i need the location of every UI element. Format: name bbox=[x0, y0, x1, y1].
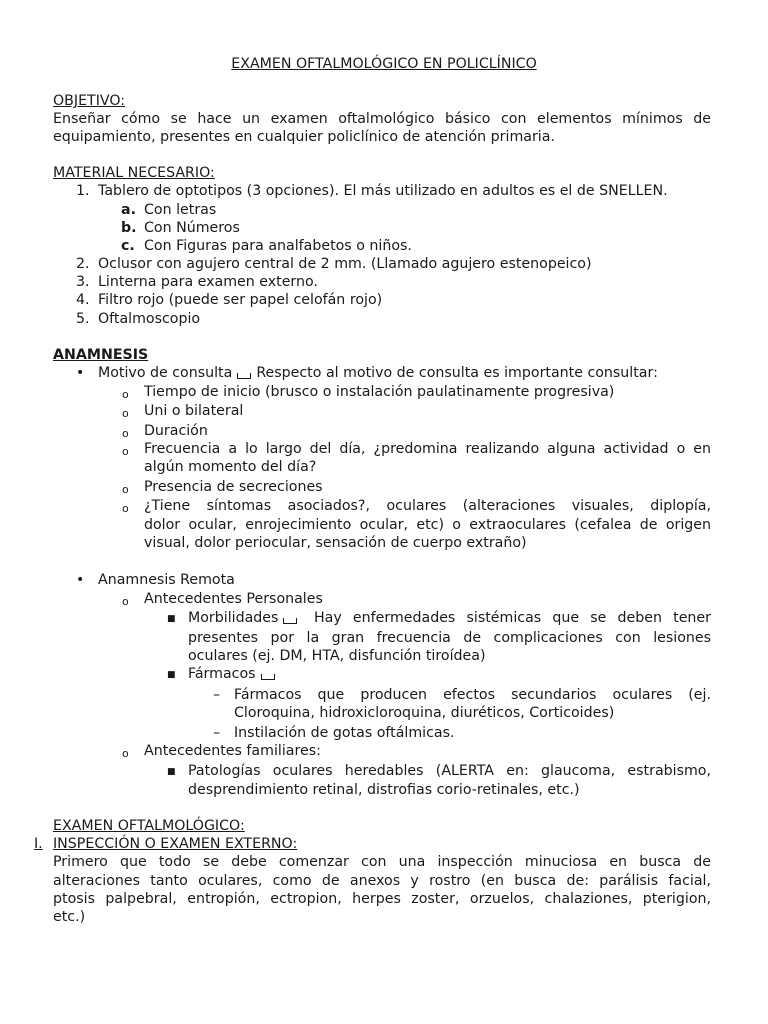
motivo-item-4-line-1: Frecuencia a lo largo del día, ¿predomina realizando alguna actividad o en bbox=[144, 441, 711, 457]
personales-label: Antecedentes Personales bbox=[144, 591, 323, 607]
morbilidades-label-line bbox=[188, 609, 302, 627]
material-num-5: 5. bbox=[76, 311, 90, 327]
section-number: I. bbox=[34, 836, 43, 852]
section-title: INSPECCIÓN O EXAMEN EXTERNO: bbox=[53, 836, 298, 852]
circle-bullet-icon: o bbox=[122, 388, 129, 401]
material-item-4: Filtro rojo (puede ser papel celofán rojo) bbox=[98, 292, 383, 308]
dash-bullet-icon: – bbox=[213, 725, 221, 741]
material-sub-a: Con letras bbox=[144, 202, 217, 218]
bullet-icon: • bbox=[76, 365, 85, 381]
motivo-label: Motivo de consulta bbox=[98, 365, 233, 381]
examen-line-2: alteraciones tanto oculares, como de anexos y rostro (en busca de: parálisis facial, bbox=[53, 873, 711, 889]
material-sub-letter-b: b. bbox=[121, 220, 137, 236]
farmacos-item-1-line-1: Fármacos que producen efectos secundarios oculares (ej. bbox=[234, 687, 711, 703]
material-num-4: 4. bbox=[76, 292, 90, 308]
material-sub-letter-a: a. bbox=[121, 202, 136, 218]
circle-bullet-icon: o bbox=[122, 445, 129, 458]
square-bullet-icon: ■ bbox=[167, 670, 176, 680]
material-sub-b: Con Números bbox=[144, 220, 240, 236]
circle-bullet-icon: o bbox=[122, 502, 129, 515]
examen-line-1: Primero que todo se debe comenzar con una inspección minuciosa en busca de bbox=[53, 854, 711, 870]
arrow-symbol-icon bbox=[237, 373, 251, 379]
dash-bullet-icon: – bbox=[213, 687, 221, 703]
motivo-item-4-line-2: algún momento del día? bbox=[144, 459, 317, 475]
material-sub-letter-c: c. bbox=[121, 238, 135, 254]
remota-label: Anamnesis Remota bbox=[98, 572, 235, 588]
farmacos-item-2: Instilación de gotas oftálmicas. bbox=[234, 725, 455, 741]
objetivo-line-2: equipamiento, presentes en cualquier policlínico de atención primaria. bbox=[53, 129, 555, 145]
farmacos-label-line bbox=[188, 665, 280, 683]
motivo-item-6-line-1: ¿Tiene síntomas asociados?, oculares (alteraciones visuales, diplopía, bbox=[144, 498, 711, 514]
document-title: EXAMEN OFTALMOLÓGICO EN POLICLÍNICO bbox=[231, 56, 537, 72]
morbilidades-line-2: presentes por la gran frecuencia de complicaciones con lesiones bbox=[188, 630, 711, 646]
circle-bullet-icon: o bbox=[122, 747, 129, 760]
circle-bullet-icon: o bbox=[122, 595, 129, 608]
motivo-item-5: Presencia de secreciones bbox=[144, 479, 323, 495]
familiares-label: Antecedentes familiares: bbox=[144, 743, 321, 759]
morbilidades-line-1: Hay enfermedades sistémicas que se deben tener bbox=[314, 610, 711, 626]
examen-line-4: etc.) bbox=[53, 909, 86, 925]
square-bullet-icon: ■ bbox=[167, 614, 176, 624]
material-item-3: Linterna para examen externo. bbox=[98, 274, 318, 290]
objetivo-line-1: Enseñar cómo se hace un examen oftalmológico básico con elementos mínimos de bbox=[53, 111, 711, 127]
material-num-1: 1. bbox=[76, 183, 90, 199]
examen-line-3: ptosis palpebral, entropión, ectropion, herpes zoster, orzuelos, chalaziones, pterigion, bbox=[53, 891, 711, 907]
anamnesis-heading: ANAMNESIS bbox=[53, 347, 149, 363]
bullet-icon: • bbox=[76, 572, 85, 588]
morbilidades-line-3: oculares (ej. DM, HTA, disfunción tiroídea) bbox=[188, 648, 486, 664]
material-item-2: Oclusor con agujero central de 2 mm. (Llamado agujero estenopeico) bbox=[98, 256, 592, 272]
farmacos-label: Fármacos bbox=[188, 666, 256, 682]
square-bullet-icon: ■ bbox=[167, 767, 176, 777]
circle-bullet-icon: o bbox=[122, 407, 129, 420]
familiares-line-1: Patologías oculares heredables (ALERTA en: glaucoma, estrabismo, bbox=[188, 763, 711, 779]
motivo-item-6-line-3: visual, dolor periocular, sensación de cuerpo extraño) bbox=[144, 535, 527, 551]
familiares-line-2: desprendimiento retinal, distrofias corio-retinales, etc.) bbox=[188, 782, 580, 798]
material-sub-c: Con Figuras para analfabetos o niños. bbox=[144, 238, 412, 254]
motivo-item-1: Tiempo de inicio (brusco o instalación paulatinamente progresiva) bbox=[144, 384, 615, 400]
motivo-text: Respecto al motivo de consulta es importante consultar: bbox=[256, 365, 658, 381]
examen-heading: EXAMEN OFTALMOLÓGICO: bbox=[53, 818, 245, 834]
arrow-symbol-icon bbox=[283, 618, 297, 624]
farmacos-item-1-line-2: Cloroquina, hidroxicloroquina, diuréticos, Corticoides) bbox=[234, 705, 615, 721]
motivo-item-2: Uni o bilateral bbox=[144, 403, 244, 419]
circle-bullet-icon: o bbox=[122, 483, 129, 496]
motivo-item-6-line-2: dolor ocular, enrojecimiento ocular, etc) o extraoculares (cefalea de origen bbox=[144, 517, 711, 533]
arrow-symbol-icon bbox=[261, 674, 275, 680]
circle-bullet-icon: o bbox=[122, 427, 129, 440]
objetivo-heading: OBJETIVO: bbox=[53, 93, 126, 109]
material-heading: MATERIAL NECESARIO: bbox=[53, 165, 215, 181]
morbilidades-label: Morbilidades bbox=[188, 610, 279, 626]
motivo-line bbox=[98, 364, 658, 382]
motivo-item-3: Duración bbox=[144, 423, 208, 439]
material-item-1: Tablero de optotipos (3 opciones). El más utilizado en adultos es el de SNELLEN. bbox=[98, 183, 668, 199]
material-num-2: 2. bbox=[76, 256, 90, 272]
material-item-5: Oftalmoscopio bbox=[98, 311, 201, 327]
material-num-3: 3. bbox=[76, 274, 90, 290]
